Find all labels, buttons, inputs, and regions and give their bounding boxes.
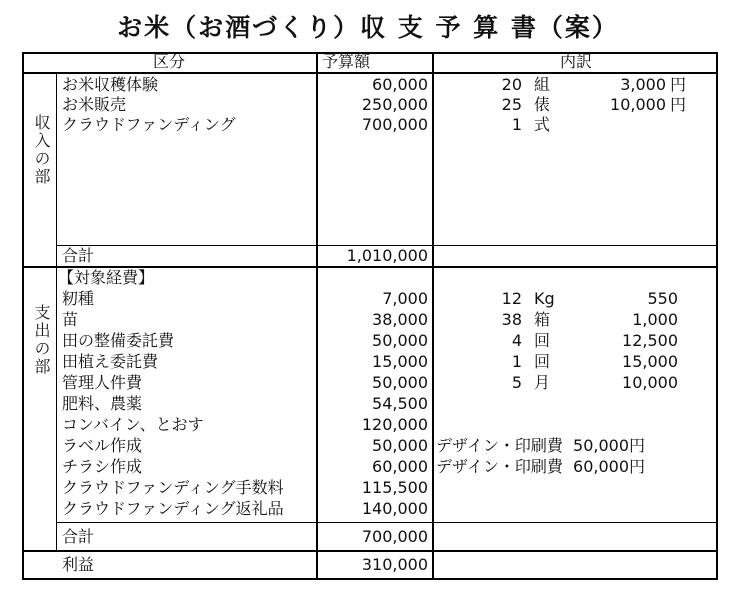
income-name-1: お米収穫体験 <box>62 75 159 94</box>
expense-unit-price-2: 550 <box>647 289 678 308</box>
expense-end-rule <box>22 550 718 552</box>
header-budget: 予算額 <box>322 52 371 71</box>
document-title: お米（お酒づくり）収 支 予 算 書（案） <box>117 13 619 42</box>
expense-qty-5: 1 <box>511 352 522 371</box>
header-detail: 内訳 <box>559 52 592 71</box>
expense-total-amount: 700,000 <box>361 527 428 546</box>
expense-name-4: 田の整備委託費 <box>62 331 175 350</box>
expense-name-6: 管理人件費 <box>62 373 143 392</box>
income-amount-1: 60,000 <box>372 75 428 94</box>
profit-label: 利益 <box>62 555 95 574</box>
expense-amount-10: 60,000 <box>372 457 428 476</box>
income-qty-2: 25 <box>501 95 522 114</box>
income-unit-price-1: 3,000 <box>620 75 666 94</box>
expense-section-label: 支出の部 <box>32 304 51 376</box>
expense-unit-price-3: 1,000 <box>632 310 678 329</box>
income-total-label: 合計 <box>62 246 95 265</box>
expense-name-8: コンバイン、とおす <box>62 415 204 434</box>
expense-unit-price-5: 15,000 <box>622 352 678 371</box>
expense-unit-price-6: 10,000 <box>622 373 678 392</box>
income-qty-3: 1 <box>511 115 522 134</box>
expense-name-1: 【対象経費】 <box>58 268 155 287</box>
expense-name-7: 肥料、農薬 <box>62 394 143 413</box>
expense-name-9: ラベル作成 <box>62 436 143 455</box>
income-yen-2: 円 <box>670 95 687 114</box>
income-qty-1: 20 <box>501 75 522 94</box>
expense-qty-6: 5 <box>511 373 522 392</box>
section-col-rule-income <box>56 72 57 266</box>
expense-name-3: 苗 <box>62 310 79 329</box>
income-total-amount: 1,010,000 <box>346 246 428 265</box>
expense-name-12: クラウドファンディング返礼品 <box>62 499 284 518</box>
expense-unit-price-4: 12,500 <box>622 331 678 350</box>
expense-amount-12: 140,000 <box>361 499 428 518</box>
expense-name-5: 田植え委託費 <box>62 352 159 371</box>
expense-amount-7: 54,500 <box>372 394 428 413</box>
expense-unit-5: 回 <box>534 352 551 371</box>
expense-unit-6: 月 <box>534 373 551 392</box>
expense-amount-11: 115,500 <box>361 478 428 497</box>
income-amount-2: 250,000 <box>361 95 428 114</box>
expense-unit-4: 回 <box>534 331 551 350</box>
budget-table <box>22 52 718 580</box>
section-col-rule-expense <box>56 266 57 550</box>
income-unit-3: 式 <box>534 115 551 134</box>
income-unit-price-2: 10,000 <box>610 95 666 114</box>
income-yen-1: 円 <box>670 75 687 94</box>
header-rule <box>22 72 718 74</box>
income-unit-2: 俵 <box>534 95 551 114</box>
income-unit-1: 組 <box>534 75 551 94</box>
header-category: 区分 <box>152 52 185 71</box>
expense-unit-2: Kg <box>534 289 555 308</box>
expense-qty-2: 12 <box>501 289 522 308</box>
expense-amount-4: 50,000 <box>372 331 428 350</box>
expense-amount-2: 7,000 <box>382 289 428 308</box>
profit-amount: 310,000 <box>361 555 428 574</box>
expense-amount-9: 50,000 <box>372 436 428 455</box>
expense-name-11: クラウドファンディング手数料 <box>62 478 284 497</box>
expense-unit-3: 箱 <box>534 310 551 329</box>
expense-name-2: 籾種 <box>62 289 95 308</box>
expense-amount-5: 15,000 <box>372 352 428 371</box>
income-amount-3: 700,000 <box>361 115 428 134</box>
expense-total-label: 合計 <box>62 527 95 546</box>
expense-qty-4: 4 <box>511 331 522 350</box>
income-name-2: お米販売 <box>62 95 127 114</box>
expense-qty-3: 38 <box>501 310 522 329</box>
expense-note-10: デザイン・印刷費 60,000円 <box>436 457 646 476</box>
expense-total-rule <box>56 522 718 523</box>
expense-amount-8: 120,000 <box>361 415 428 434</box>
income-section-label: 収入の部 <box>32 114 51 186</box>
income-name-3: クラウドファンディング <box>62 115 236 134</box>
expense-note-9: デザイン・印刷費 50,000円 <box>436 436 646 455</box>
expense-amount-3: 38,000 <box>372 310 428 329</box>
expense-name-10: チラシ作成 <box>62 457 143 476</box>
expense-amount-6: 50,000 <box>372 373 428 392</box>
